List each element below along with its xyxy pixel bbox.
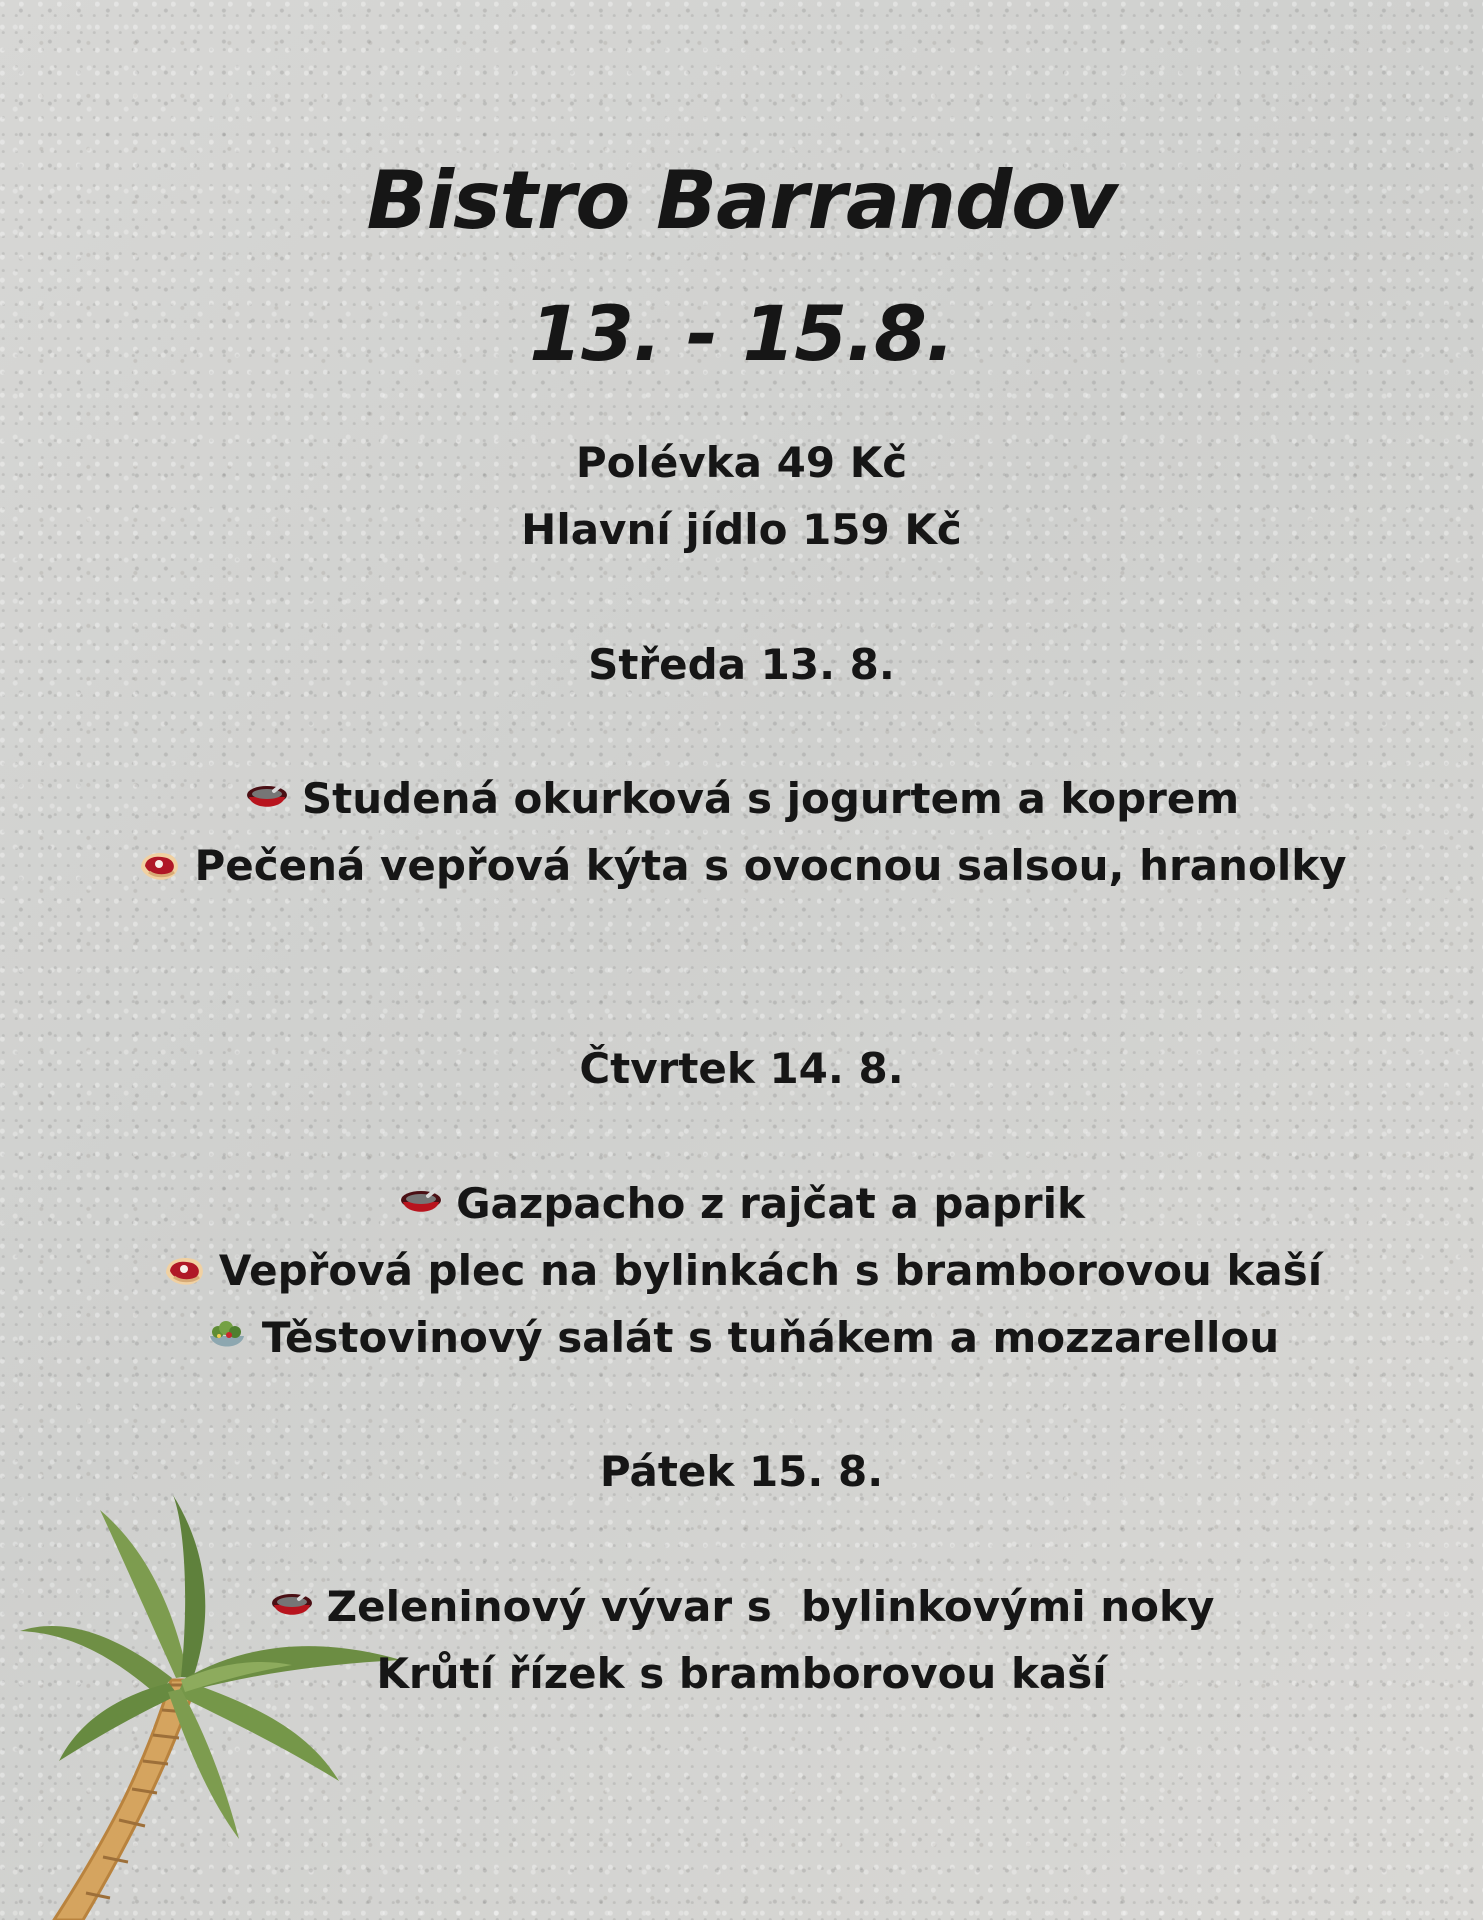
- dish-name: Těstovinový salát s tuňákem a mozzarellou: [261, 1313, 1280, 1362]
- salad-icon: [204, 1316, 250, 1358]
- soup-price: Polévka 49 Kč: [575, 438, 908, 487]
- day-heading-friday: Pátek 15. 8.: [599, 1447, 884, 1496]
- menu-item-thursday-salad: [0, 1313, 1483, 1362]
- soup-bowl-icon: [244, 777, 290, 819]
- menu-item-thursday-soup: [0, 1179, 1483, 1228]
- dish-name: Studená okurková s jogurtem a koprem: [301, 774, 1240, 823]
- dish-name: Krůtí řízek s bramborovou kaší: [376, 1649, 1107, 1698]
- dish-name: Pečená vepřová kýta s ovocnou salsou, hranolky: [194, 841, 1347, 890]
- soup-bowl-icon: [398, 1182, 444, 1224]
- soup-bowl-icon: [269, 1585, 315, 1627]
- menu-item-friday-soup: [0, 1582, 1483, 1631]
- day-heading-thursday: Čtvrtek 14. 8.: [579, 1044, 904, 1093]
- menu-date-range: 13. - 15.8.: [529, 289, 954, 378]
- menu-item-friday-main: [0, 1649, 1483, 1698]
- menu-item-thursday-main: [0, 1246, 1483, 1295]
- menu-item-wednesday-main: [0, 841, 1483, 890]
- main-dish-price: Hlavní jídlo 159 Kč: [521, 505, 962, 554]
- menu-item-wednesday-soup: [0, 774, 1483, 823]
- dish-name: Gazpacho z rajčat a paprik: [456, 1179, 1085, 1228]
- meat-icon: [161, 1249, 207, 1291]
- restaurant-title: Bistro Barrandov: [366, 154, 1117, 247]
- meat-icon: [136, 844, 182, 886]
- dish-name: Vepřová plec na bylinkách s bramborovou kaší: [218, 1246, 1323, 1295]
- dish-name: Zeleninový vývar s bylinkovými noky: [326, 1582, 1215, 1631]
- day-heading-wednesday: Středa 13. 8.: [588, 640, 895, 689]
